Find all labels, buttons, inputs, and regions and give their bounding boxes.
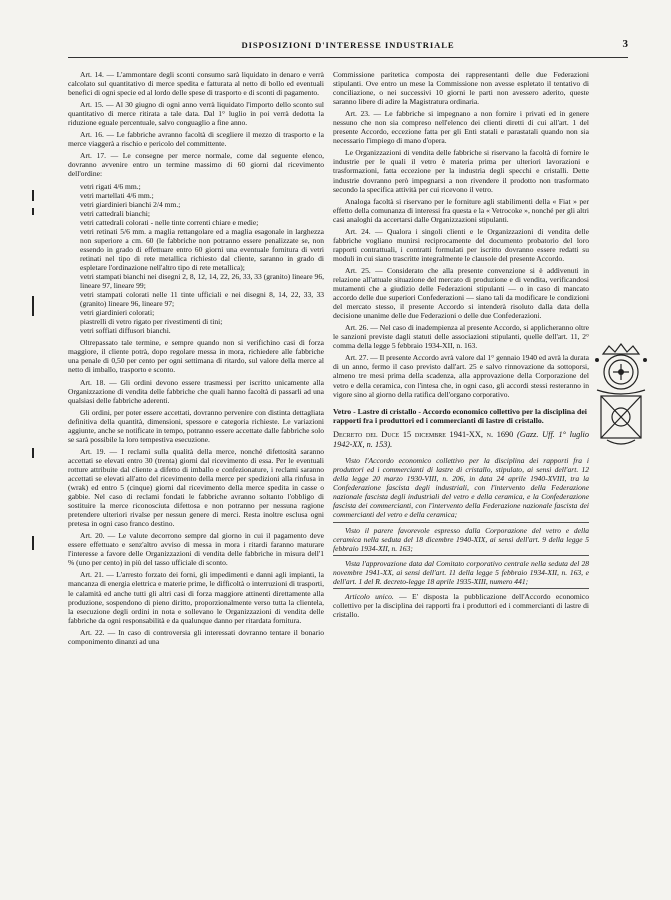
paragraph: Oltrepassato tale termine, e sempre quando non si verifichino casi di forza maggiore, il cliente potrà, dopo regolare messa in mora, richiedere alle fabbriche una penale di 0,50 per cento per ogni settimana di ritardo, sul valore della merce al netto di imballo, trasporto e sconto. — [68, 338, 324, 375]
paragraph: Commissione paritetica composta dei rappresentanti delle due Federazioni stipulanti. Ove entro un mese la Commissione non avesse espletato il tentativo di conciliazione, o nei successivi 10 giorni le parti non avessero aderito, queste saranno libere di adire la Magistratura ordinaria. — [333, 70, 589, 107]
paragraph: Art. 24. — Qualora i singoli clienti e le Organizzazioni di vendita delle fabbriche vogliano munirsi reciprocamente del documento probatorio del loro rapporti contrattuali, i contratti formulati per iscritto dovranno essere redatti su moduli in cui siano trascritte integralmente le clausole del presente Accordo. — [333, 226, 589, 263]
preamble-visto: Visto l'Accordo economico collettivo per la disciplina dei rapporti fra i produttori ed i commercianti di lastre di cristallo, stipulato, ai sensi dell'art. 12 della legge 20 marzo 1930-VIII, n. 206, in data 24 aprile 1940-XVIII, tra la Confederazione fascista degli industriali, con l'intervento della Federazione nazionale fascista degli industriali del vetro e della ceramica, e la Confederazione fascista dei commercianti, con l'intervento della Federazione nazionale fascista dei commercianti del vetro e della ceramica; — [333, 456, 589, 522]
article-text: — E' disposta la pubblicazione dell'Accordo economico collettivo per la disciplina dei rapporti fra i produttori ed i commercianti di lastre di cristallo. — [333, 591, 589, 619]
list-item: vetri cattedrali colorati - nelle tinte correnti chiare e medie; — [80, 217, 259, 227]
margin-mark — [32, 190, 34, 201]
decree-name: Decreto del Duce 15 dicembre 1941-XX, n. 1690 — [333, 430, 514, 440]
paragraph: Art. 23. — Le fabbriche si impegnano a non fornire i privati ed in genere nessuno che non sia compreso nell'elenco dei clienti diretti di cui all'art. 1 del presente Accordo, eccezione fatta per gli Enti statali e parastatali quando non sia necessario l'impiego di mano d'opera. — [333, 109, 589, 146]
paragraph: Gli ordini, per poter essere accettati, dovranno pervenire con distinta dettagliata definitiva della quantità, dimensioni, spessore e categoria richieste. Le variazioni aggiunte, anche se notificate in tempo, potranno essere accettate dalle fabbriche solo se sarà possibile la loro tempestiva esecuzione. — [68, 407, 324, 444]
sole-article — [333, 592, 589, 619]
right-column — [333, 70, 589, 622]
decree-title — [333, 430, 589, 450]
paragraph: Le Organizzazioni di vendita delle fabbriche si riservano la facoltà di fornire le industrie per le quali il vetro è materia prima per ulteriori lavorazioni e trasformazioni, fatta eccezione per la industria degli specchi e cristalli. Dette industrie dovranno però impegnarsi a non rivendere il prodotto non trasformato secondo la specifica attività per cui ricevono il vetro. — [333, 148, 589, 194]
page-header — [68, 40, 628, 56]
paragraph: Art. 27. — Il presente Accordo avrà valore dal 1° gennaio 1940 ed avrà la durata di un anno, fermo il caso previsto dall'art. 25 e salvo rinnovazione da sottoporsi, almeno tre mesi prima della scadenza, alla approvazione della Corporazione del vetro e della ceramica, con l'intesa che, in ogni caso, gli accordi stessi resteranno in vigore sino al giorno della ratifica dell'organo corporativo. — [333, 353, 589, 399]
delivery-list — [68, 182, 324, 336]
list-item: vetri stampati bianchi nei disegni 2, 8, 12, 14, 22, 26, 33, 33 (granito) lineare 96, lineare 97, lineare 99; — [80, 271, 324, 291]
paragraph: Art. 26. — Nel caso di inadempienza al presente Accordo, si applicheranno oltre le sanzioni previste dagli statuti delle associazioni stipulanti, quelle dell'art. 11, 2° comma della legge 5 febbraio 1934-XII, n. 163. — [333, 323, 589, 351]
margin-mark — [32, 448, 34, 458]
preamble-visto: Visto il parere favorevole espresso dalla Corporazione del vetro e della ceramica nella seduta del 18 dicembre 1940-XIX, ai sensi dell'art. 9 della legge 5 febbraio 1934-XII, n. 163; — [333, 526, 589, 556]
list-item: piastrelli di vetro rigato per rivestimenti di tini; — [80, 317, 223, 327]
list-item: vetri stampati colorati nelle 11 tinte ufficiali e nei disegni 8, 14, 22, 33, 33 (granito) lineare 96, lineare 97; — [80, 290, 324, 309]
header-rule — [68, 57, 628, 58]
list-item: vetri giardinieri bianchi 2/4 mm.; — [80, 199, 181, 209]
list-item: vetri retinati 5/6 mm. a maglia rettangolare ed a maglia esagonale in larghezza non superiore a cm. 60 (le fabbriche non potranno essere penalizzate se, non essendo in grado di effettuare entro 60 giorni una eventuale fornitura di vetri retinati nel tipo di rete metallica richiesto dal cliente, saranno in grado di espletare l'ordinazione nell'altro tipo di rete metallica); — [80, 226, 324, 272]
paragraph: Art. 15. — Al 30 giugno di ogni anno verrà liquidato l'importo dello sconto sul quantitativo di merce ritirata a tale data. Dal 1° luglio in poi verrà dedotta la riduzione eguale percentuale, salvo conguaglio a fine anno. — [68, 100, 324, 128]
list-item: vetri rigati 4/6 mm.; — [80, 181, 141, 191]
list-item: vetri soffiati diffusori bianchi. — [80, 326, 171, 336]
paragraph: Art. 25. — Considerato che alla presente convenzione si è addivenuti in relazione all'attuale situazione del mercato di produzione e di vendita, verificandosi mutamenti che a giudizio delle Federazioni stipulanti — o in caso di mancato accordo delle due superiori Confederazioni — siano tali da modificare le condizioni del mercato stesso, il presente Accordo si intenderà risoluto dalla data della decisione unanime delle due Federazioni o delle due Confederazioni. — [333, 265, 589, 321]
paragraph: Art. 17. — Le consegne per merce normale, come dal seguente elenco, dovranno avvenire entro un termine massimo di 60 giorni dal ricevimento dell'ordine: — [68, 151, 324, 179]
paragraph: Art. 16. — Le fabbriche avranno facoltà di scegliere il mezzo di trasporto e la merce viaggerà a rischio e pericolo del committente. — [68, 130, 324, 149]
list-item: vetri martellati 4/6 mm.; — [80, 190, 154, 200]
margin-mark — [32, 296, 34, 316]
margin-mark — [32, 536, 34, 550]
page-number: 3 — [622, 38, 628, 50]
left-column — [68, 70, 324, 649]
paragraph: Art. 22. — In caso di controversia gli interessati dovranno tentare il bonario componimento dinanzi ad una — [68, 627, 324, 646]
list-item: vetri giardinieri colorati; — [80, 308, 155, 318]
decree-reference: (Gazz. Uff. 1° luglio 1942-XX, n. 153). — [333, 430, 590, 450]
paragraph: Art. 19. — I reclami sulla qualità della merce, nonché difettosità saranno accettati se elevati entro 30 (trenta) giorni dal ricevimento di essa. Per le eventuali rotture attribuite dal cliente a difetto di imballo e confezionature, i reclami saranno accettati se elevati all'atto del ricevimento della merce per spedizioni alla rinfusa in (wrak) ed entro 5 (cinque) giorni dal ricevimento della merce spedita in casse o gabbie. Nel caso di reclami fondati le fabbriche avranno soltanto l'obbligo di sostituire la merce riconosciuta difettosa e non potranno per nessuna ragione pretendere ulteriori rivalse per nessun genere di merci. Resta inoltre esclusa ogni pretesa in ogni caso franco destino. — [68, 446, 324, 529]
running-title: DISPOSIZIONI D'INTERESSE INDUSTRIALE — [241, 40, 455, 50]
paragraph: Analoga facoltà si riservano per le forniture agli stabilimenti della « Fiat » per effetto della comunanza di interessi fra questa e la « Vetrocoke », nonché per gli altri casi analoghi da accertarsi dalle Organizzazioni stipulanti. — [333, 196, 589, 224]
paragraph: Art. 14. — L'ammontare degli sconti consumo sarà liquidato in denaro e verrà calcolato sul quantitativo di merce spedita e fatturata al netto di bollo ed eventuali benefici di ogni specie ed al lordo delle spese di trasporto e di sconti di pagamento. — [68, 70, 324, 98]
crest-stamp-icon — [589, 340, 653, 450]
list-item: vetri cattedrali bianchi; — [80, 208, 150, 218]
preamble-vista: Vista l'approvazione data dal Comitato corporativo centrale nella seduta del 28 novembre 1941-XX, ai sensi dell'art. 11 della legge 5 febbraio 1934-XII, n. 163, e dell'art. 1 del R. decreto-legge 18 aprile 1935-XIII, numero 441; — [333, 559, 589, 589]
margin-mark — [32, 208, 34, 215]
section-heading: Vetro - Lastre di cristallo - Accordo economico collettivo per la disciplina dei rapporti fra i produttori ed i commercianti di lastre di cristallo. — [333, 406, 587, 425]
article-label: Articolo unico. — [345, 591, 394, 601]
paragraph: Art. 18. — Gli ordini devono essere trasmessi per iscritto unicamente alla Organizzazione di vendita delle fabbriche che quali hanno facoltà di passarli ad una qualsiasi delle fabbriche aderenti. — [68, 377, 324, 405]
paragraph: Art. 21. — L'arresto forzato dei forni, gli impedimenti e danni agli impianti, la mancanza di energia elettrica e materie prime, le difficoltà o interruzioni di trasporti, le calamità ed anche tutti gli altri casi di forza maggiore attinenti direttamente alla produzione, sospendono di pieno diritto, proporzionalmente verso tutta la clientela, la esecuzione degli ordini in nota e sollevano le Organizzazioni di vendita delle fabbriche da ogni responsabilità e da qualunque danno per ritardata fornitura. — [68, 570, 324, 625]
paragraph: Art. 20. — Le valute decorrono sempre dal giorno in cui il pagamento deve essere effettuato e senz'altro avviso di messa in mora i ritardi faranno maturare l'interesse a favore delle Organizzazioni di vendita delle fabbriche in misura dell'1 % (uno per cento) in più del tasso ufficiale di sconto. — [68, 531, 324, 568]
